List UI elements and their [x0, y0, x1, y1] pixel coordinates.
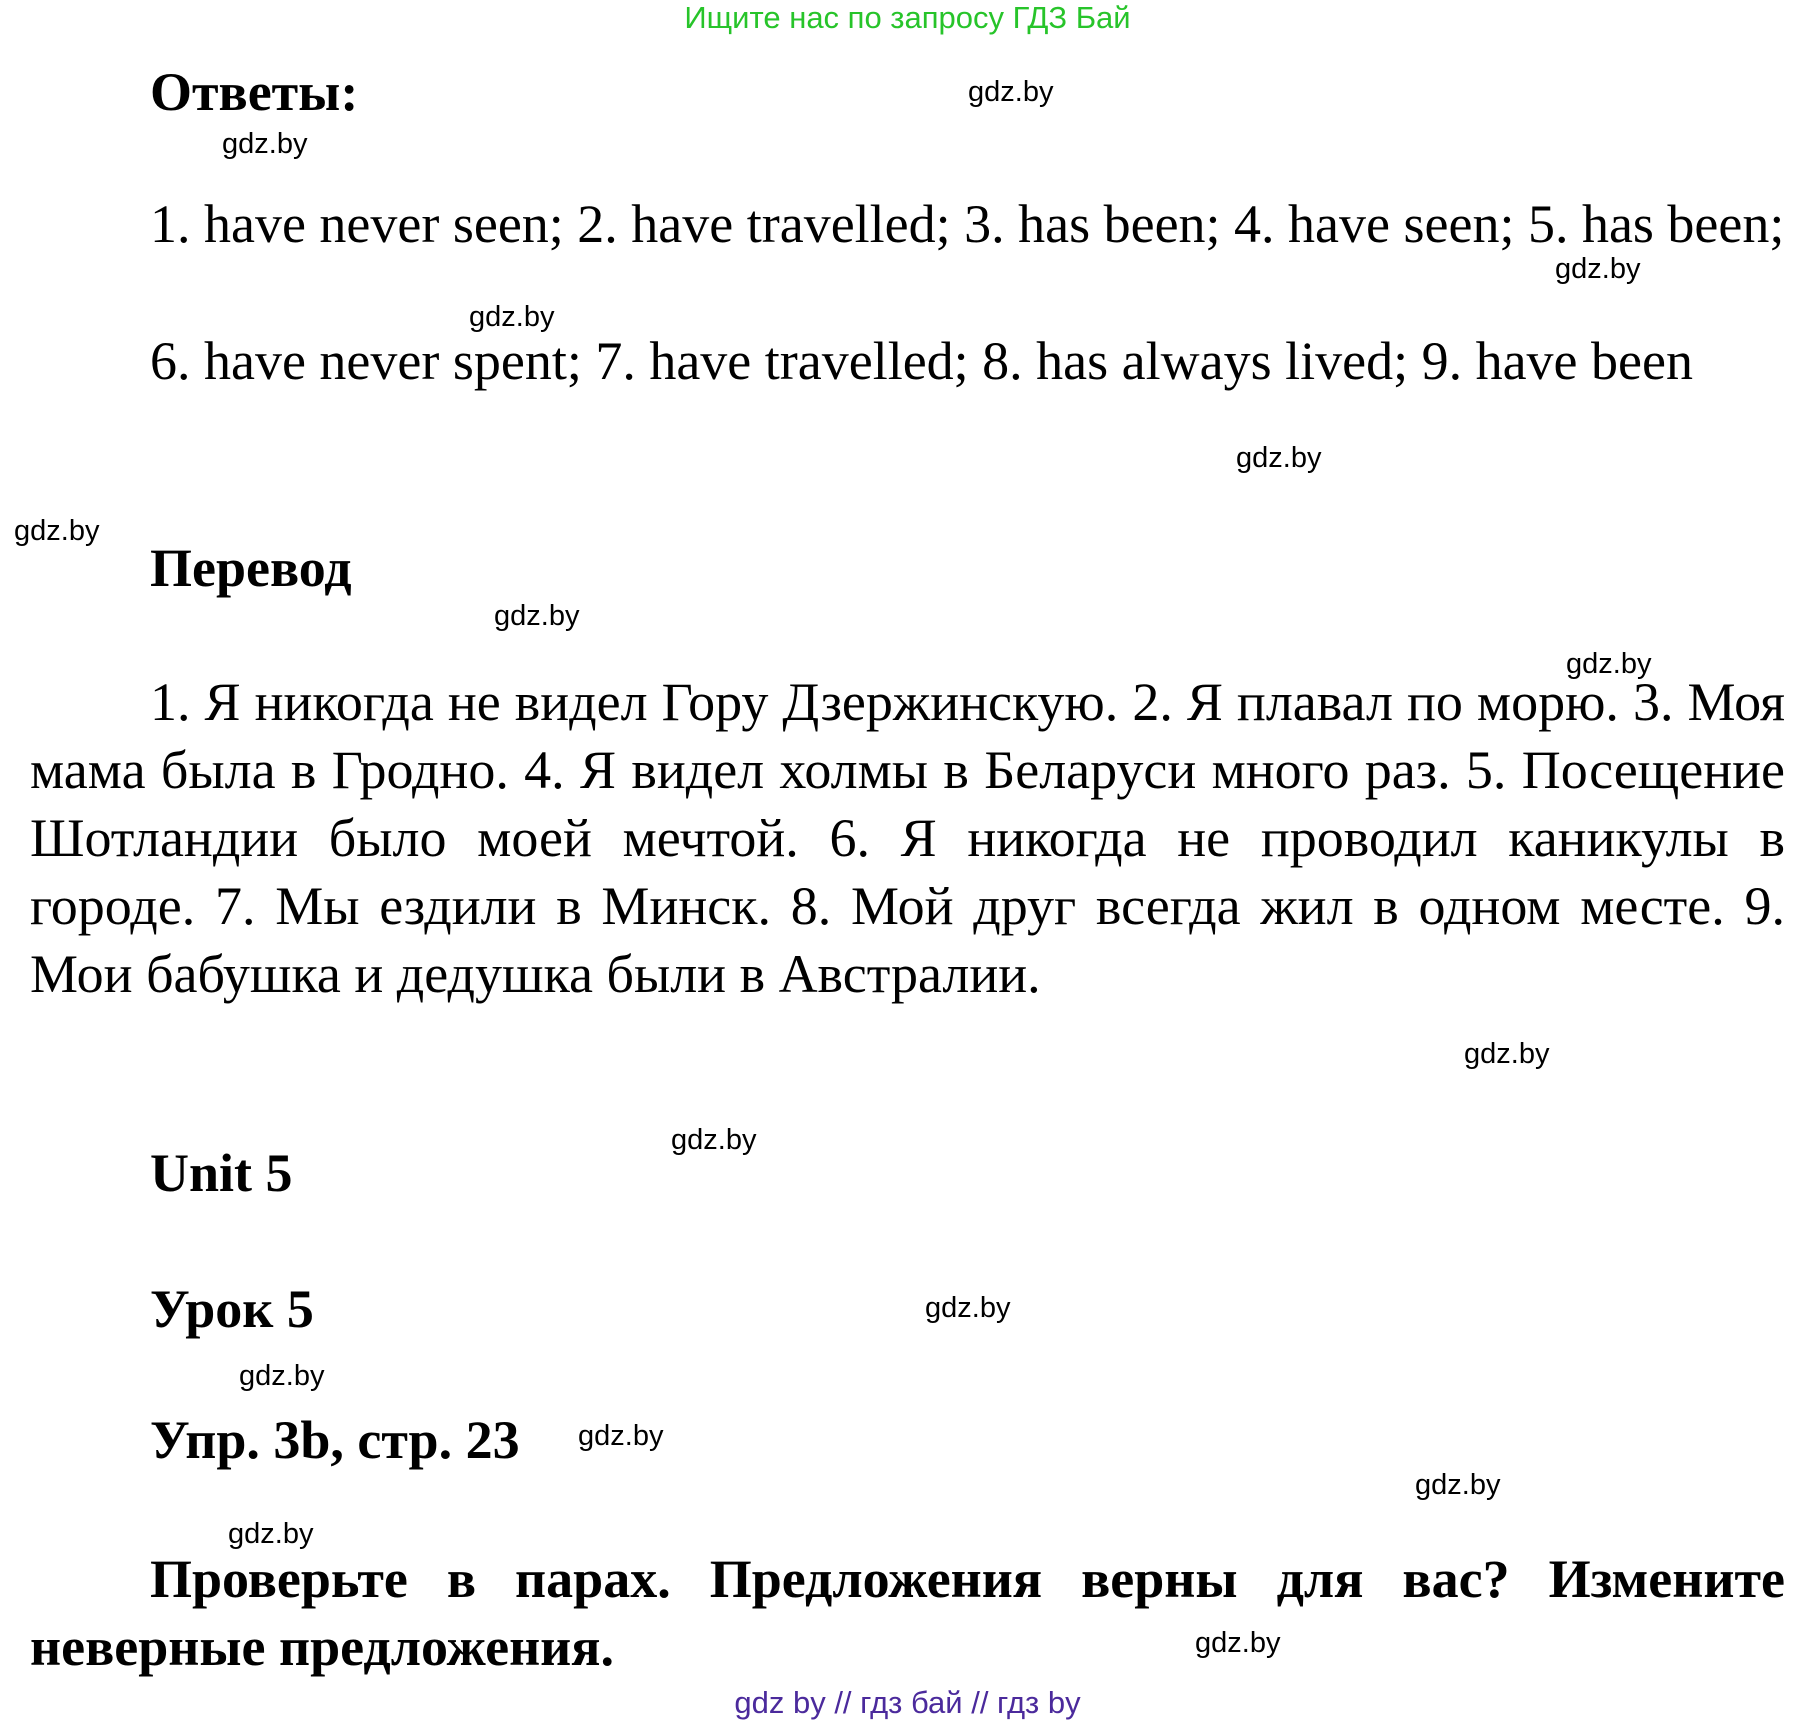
watermark: gdz.by — [239, 1360, 325, 1392]
watermark: gdz.by — [1195, 1627, 1281, 1659]
translation-heading: Перевод — [150, 538, 352, 598]
watermark: gdz.by — [1415, 1469, 1501, 1501]
instruction-paragraph: Проверьте в парах. Предложения верны для вас? Измените неверные предложения. — [30, 1549, 1785, 1677]
unit-heading: Unit 5 — [150, 1143, 293, 1203]
top-banner: Ищите нас по запросу ГДЗ Бай — [684, 0, 1131, 35]
watermark: gdz.by — [1566, 648, 1652, 680]
answers-paragraph-2: 6. have never spent; 7. have travelled; 8. has always lived; 9. have been — [150, 331, 1693, 391]
watermark: gdz.by — [968, 76, 1054, 108]
answers-paragraph-1: 1. have never seen; 2. have travelled; 3. has been; 4. have seen; 5. has been; — [150, 194, 1785, 254]
watermark: gdz.by — [1555, 253, 1641, 285]
watermark: gdz.by — [925, 1292, 1011, 1324]
watermark: gdz.by — [1464, 1038, 1550, 1070]
watermark: gdz.by — [494, 600, 580, 632]
watermark: gdz.by — [222, 128, 308, 160]
footer-links: gdz by // гдз бай // гдз by — [734, 1685, 1081, 1720]
watermark: gdz.by — [228, 1518, 314, 1550]
exercise-heading: Упр. 3b, стр. 23 — [150, 1410, 520, 1470]
lesson-heading: Урок 5 — [150, 1279, 314, 1339]
answers-heading: Ответы: — [150, 62, 359, 122]
watermark: gdz.by — [1236, 442, 1322, 474]
watermark: gdz.by — [671, 1124, 757, 1156]
watermark: gdz.by — [469, 301, 555, 333]
watermark: gdz.by — [578, 1420, 664, 1452]
translation-paragraph: 1. Я никогда не видел Гору Дзержинскую. 2. Я плавал по морю. 3. Моя мама была в Гродно. 4. Я видел холмы в Беларуси много раз. 5. Посещение Шотландии было моей мечтой. 6. Я никогда не проводил каникулы в городе. 7. Мы ездили в Минск. 8. Мой друг всегда жил в одном месте. 9. Мои бабушка и дедушка были в Австралии. — [30, 672, 1785, 1004]
watermark: gdz.by — [14, 515, 100, 547]
